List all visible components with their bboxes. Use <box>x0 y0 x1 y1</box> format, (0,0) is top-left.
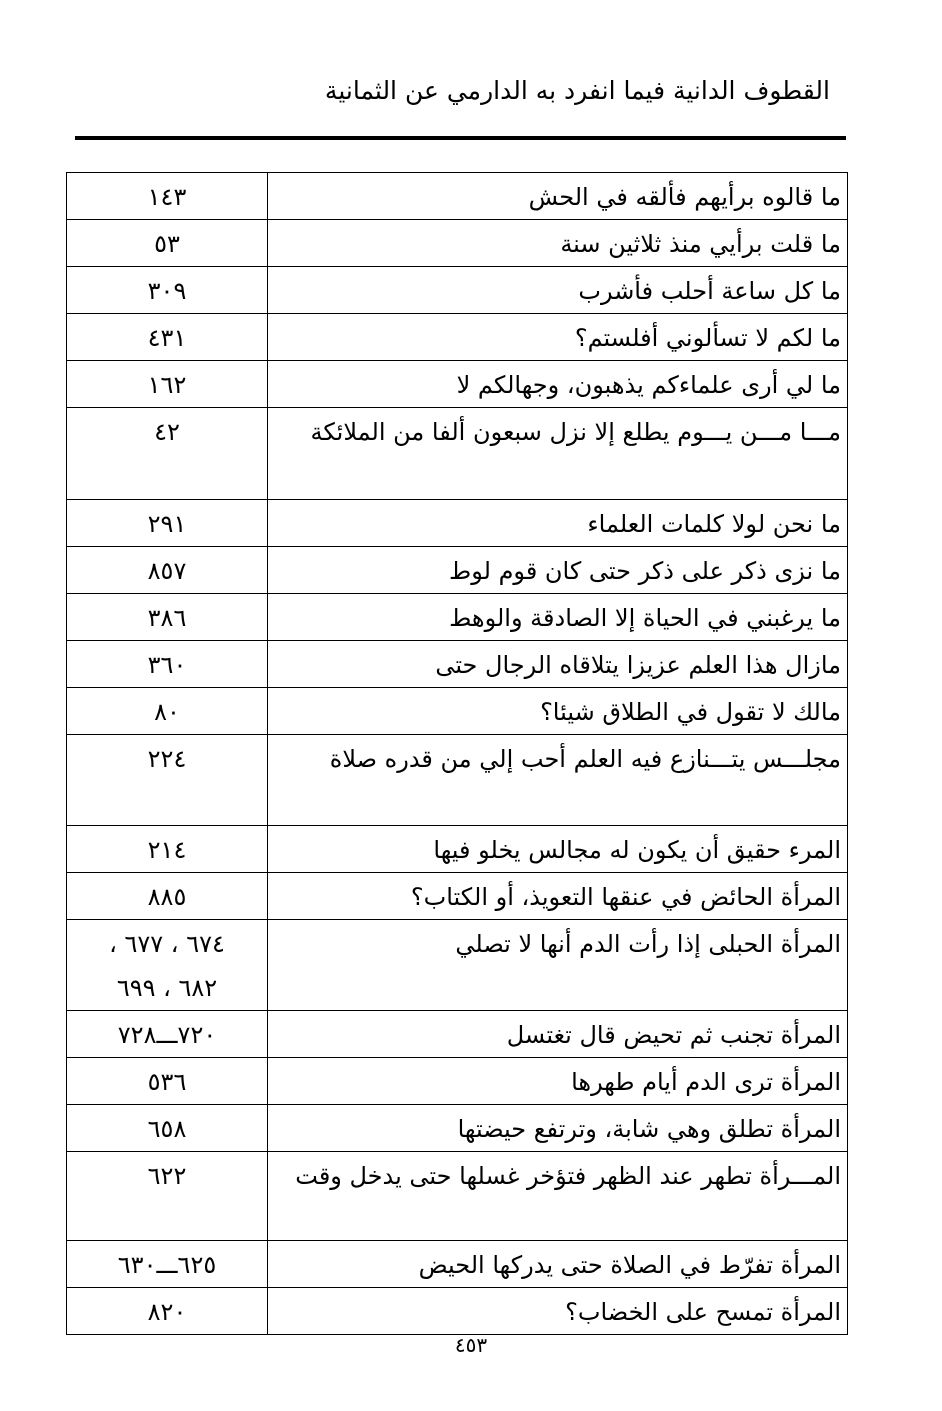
topic-cell: مـــا مـــن يـــوم يطلع إلا نزل سبعون ألفا من الملائكة <box>268 408 848 500</box>
index-row <box>67 873 848 920</box>
index-row <box>67 173 848 220</box>
index-row <box>67 547 848 594</box>
index-row <box>67 1011 848 1058</box>
pages-cell <box>67 1105 268 1152</box>
index-row <box>67 688 848 735</box>
page-reference: ٣٠٩ <box>147 277 187 305</box>
page-reference: ٦٨٢ ، ٦٩٩ <box>116 974 218 1002</box>
pages-cell <box>67 594 268 641</box>
pages-cell <box>67 1058 268 1105</box>
page-reference: ٦٢٥ـــ٦٣٠ <box>117 1251 217 1279</box>
page-reference: ٢١٤ <box>147 836 187 864</box>
pages-cell <box>67 361 268 408</box>
pages-cell <box>67 826 268 873</box>
topic-cell: ما لي أرى علماءكم يذهبون، وجهالكم لا <box>268 361 848 408</box>
index-row <box>67 1105 848 1152</box>
index-row <box>67 1058 848 1105</box>
pages-cell <box>67 1288 268 1335</box>
page-reference: ٨٨٥ <box>147 883 187 911</box>
header-rule <box>75 136 846 140</box>
topic-cell: المرأة ترى الدم أيام طهرها <box>268 1058 848 1105</box>
topic-cell: ما نحن لولا كلمات العلماء <box>268 500 848 547</box>
page-reference: ٦٢٢ <box>147 1162 187 1190</box>
topic-cell: المـــرأة تطهر عند الظهر فتؤخر غسلها حتى يدخل وقت <box>268 1152 848 1241</box>
pages-cell <box>67 408 268 500</box>
index-row <box>67 220 848 267</box>
topic-cell: المرء حقيق أن يكون له مجالس يخلو فيها <box>268 826 848 873</box>
index-row <box>67 408 848 500</box>
index-row <box>67 267 848 314</box>
pages-cell <box>67 1152 268 1241</box>
pages-cell <box>67 735 268 826</box>
pages-cell <box>67 688 268 735</box>
pages-cell <box>67 920 268 1011</box>
index-row <box>67 500 848 547</box>
index-row <box>67 641 848 688</box>
page-reference: ٦٥٨ <box>147 1115 187 1143</box>
page-reference: ٨٠ <box>154 698 180 726</box>
topic-cell: المرأة تمسح على الخضاب؟ <box>268 1288 848 1335</box>
page-reference: ٣٦٠ <box>147 651 187 679</box>
pages-cell <box>67 314 268 361</box>
topic-cell: ما يرغبني في الحياة إلا الصادقة والوهط <box>268 594 848 641</box>
page-reference: ٨٢٠ <box>147 1298 187 1326</box>
topic-cell: المرأة تفرّط في الصلاة حتى يدركها الحيض <box>268 1241 848 1288</box>
index-row <box>67 826 848 873</box>
topic-cell: ما لكم لا تسألوني أفلستم؟ <box>268 314 848 361</box>
topic-cell: مازال هذا العلم عزيزا يتلاقاه الرجال حتى <box>268 641 848 688</box>
page-reference: ٢٩١ <box>147 510 187 538</box>
page-reference: ١٦٢ <box>147 371 187 399</box>
page-number: ٤٥٣ <box>454 1333 488 1357</box>
page-reference: ٤٢ <box>154 418 180 446</box>
pages-cell <box>67 267 268 314</box>
pages-cell <box>67 500 268 547</box>
topic-cell: المرأة الحائض في عنقها التعويذ، أو الكتاب؟ <box>268 873 848 920</box>
topic-cell: مالك لا تقول في الطلاق شيئا؟ <box>268 688 848 735</box>
page-reference: ٧٢٠ـــ٧٢٨ <box>117 1021 217 1049</box>
index-row <box>67 920 848 1011</box>
pages-cell <box>67 1011 268 1058</box>
page-reference: ٢٢٤ <box>147 745 187 773</box>
index-row <box>67 314 848 361</box>
topic-cell: ما قلت برأيي منذ ثلاثين سنة <box>268 220 848 267</box>
index-row <box>67 735 848 826</box>
pages-cell <box>67 220 268 267</box>
index-row <box>67 594 848 641</box>
page-reference: ٥٣ <box>154 230 180 258</box>
page-reference: ١٤٣ <box>147 183 187 211</box>
topic-cell: ما قالوه برأيهم فألقه في الحش <box>268 173 848 220</box>
topic-cell: ما نزى ذكر على ذكر حتى كان قوم لوط <box>268 547 848 594</box>
index-table-body <box>67 173 848 1335</box>
index-row <box>67 1152 848 1241</box>
page-reference: ٦٧٤ ، ٦٧٧ ، <box>109 930 225 958</box>
index-row <box>67 1288 848 1335</box>
index-table <box>66 172 848 1335</box>
page-reference: ٤٣١ <box>147 324 187 352</box>
pages-cell <box>67 1241 268 1288</box>
topic-cell: ما كل ساعة أحلب فأشرب <box>268 267 848 314</box>
pages-cell <box>67 547 268 594</box>
pages-cell <box>67 173 268 220</box>
topic-cell: المرأة الحبلى إذا رأت الدم أنها لا تصلي <box>268 920 848 1011</box>
pages-cell <box>67 641 268 688</box>
index-row <box>67 361 848 408</box>
running-header-title: القطوف الدانية فيما انفرد به الدارمي عن الثمانية <box>324 76 830 105</box>
page-reference: ٥٣٦ <box>147 1068 187 1096</box>
topic-cell: مجلـــس يتـــنازع فيه العلم أحب إلي من قدره صلاة <box>268 735 848 826</box>
page-reference: ٣٨٦ <box>147 604 187 632</box>
topic-cell: المرأة تجنب ثم تحيض قال تغتسل <box>268 1011 848 1058</box>
page-reference: ٨٥٧ <box>147 557 187 585</box>
index-row <box>67 1241 848 1288</box>
topic-cell: المرأة تطلق وهي شابة، وترتفع حيضتها <box>268 1105 848 1152</box>
pages-cell <box>67 873 268 920</box>
